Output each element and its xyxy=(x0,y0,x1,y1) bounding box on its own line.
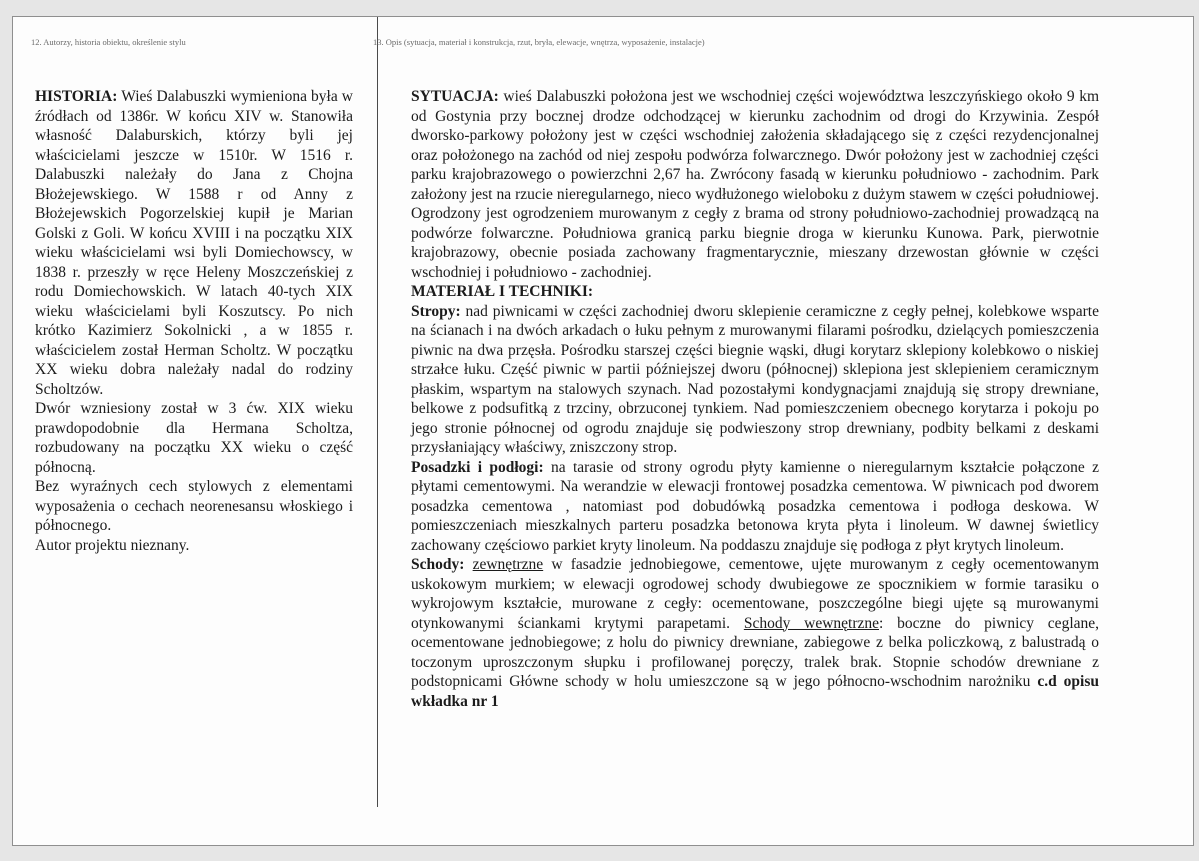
floors-label: Posadzki i podłogi: xyxy=(411,458,544,476)
situation-heading: SYTUACJA: xyxy=(411,88,499,105)
style-paragraph: Bez wyraźnych cech stylowych z elementami wyposażenia o cechach neorenesansu włoskiego i północnego. xyxy=(35,478,353,534)
right-column-header: 13. Opis (sytuacja, materiał i konstrukcja, rzut, bryła, elewacje, wnętrza, wyposażenie, instalacje) xyxy=(373,37,705,47)
description-column xyxy=(411,87,1099,711)
floors-paragraph xyxy=(411,458,1099,556)
manor-construction-paragraph: Dwór wzniesiony został w 3 ćw. XIX wieku prawdopodobnie dla Hermana Scholtza, rozbudowany na początku XX wieku o część północną. xyxy=(35,400,353,476)
ceilings-label: Stropy: xyxy=(411,302,461,320)
stairs-paragraph xyxy=(411,555,1099,711)
situation-text: wieś Dalabuszki położona jest we wschodniej części województwa leszczyńskiego około 9 km od Gostynia przy bocznej drodze odchodzącej w kierunku zachodnim od drogi do Krzywinia. Zespół dworsko-parkowy położony jest w części wschodniej założenia składającego się z części rezydencjonalnej oraz położonego na zachód od niej zespołu podwórza folwarcznego. Dwór położony jest w zachodniej części parku krajobrazowego o powierzchni 2,67 ha. Zwrócony fasadą w kierunku południowo - zachodnim. Park założony jest na rzucie nieregularnego, nieco wydłużonego wieloboku z dużym stawem w części południowej. Ogrodzony jest ogrodzeniem murowanym z cegły z brama od strony południowo-zachodniej prowadzącą na podwórze folwarczne. Południowa granicą parku biegnie droga w kierunku Kunowa. Park, pierwotnie krajobrazowy, obecnie posiada zachowany fragmentarycznie, mieszany drzewostan głównie w części wschodniej i południowo - zachodniej. xyxy=(411,88,1099,281)
ceilings-text: nad piwnicami w części zachodniej dworu sklepienie ceramiczne z cegły pełnej, kolebkowe wsparte na ścianach i na dwóch arkadach o łuku pełnym z murowanymi filarami pośrodku, dzielących pomieszczenia piwnic na dwa przęsła. Pośrodku starszej części biegnie wąski, długi korytarz sklepiony kolebkowo o niskiej strzałce łuku. Część piwnic w partii późniejszej dworu (północnej) sklepiona jest sklepieniem ceramicznym płaskim, wspartym na stalowych szynach. Nad pozostałymi kondygnacjami znajdują się stropy drewniane, belkowe z podsufitką z trzciny, obrzuconej tynkiem. Nad pomieszczeniem obecnego korytarza i pokoju po jego stronie północnej od ogrodu znajduje się podwieszony strop drewniany, podbity belkami z deskami przysłaniający właściwy, zniszczony strop. xyxy=(411,302,1099,456)
floors-text: na tarasie od strony ogrodu płyty kamienne o nieregularnym kształcie połączone z płytami cementowymi. Na werandzie w elewacji frontowej posadzka cementowa. W piwnicach pod dworem posadzka cementowa , natomiast pod dobudówką posadzka cementowa i podłoga deskowa. W pomieszczeniach mieszkalnych parteru posadzka betonowa kryta płyta i linoleum. W dawnej świetlicy zachowany częściowo parkiet kryty linoleum. Na poddaszu znajduje się podłoga z płyt krytych linoleum. xyxy=(411,458,1099,554)
history-paragraph xyxy=(35,87,353,399)
form-sheet xyxy=(12,16,1194,846)
stairs-external-text: w fasadzie jednobiegowe, cementowe, ujęte murowanym z cegły ocementowanym uskokowym murkiem; w elewacji ogrodowej schody dwubiegowe ze spocznikiem w formie tarasiku o wykrojowym kształcie, murowane z cegły: ocementowane, poszczególne biegi ujęte są murowanymi otynkowanymi ściankami krytymi parapetami. xyxy=(411,556,1100,632)
stairs-internal-text: : boczne do piwnicy ceglane, ocementowane jednobiegowe; z holu do piwnicy drewniane, zabiegowe z belka policzkową, z balustradą o toczonym uproszczonym słupku i profilowanej poręczy, tralek brak. Stopnie schodów drewniane z podstopnicami Główne schody w holu umieszczone są w jego północno-wschodnim narożniku xyxy=(411,614,1100,690)
materials-heading: MATERIAŁ I TECHNIKI: xyxy=(411,283,594,300)
situation-paragraph xyxy=(411,87,1099,282)
stairs-label: Schody: xyxy=(411,556,465,573)
history-text: Wieś Dalabuszki wymieniona była w źródłach od 1386r. W końcu XIV w. Stanowiła własność Dalaburskich, którzy byli jej właścicielami jeszcze w 1510r. W 1516 r. Dalabuszki należały do Jana z Chojna Błożejewskiego. W 1588 r od Anny z Błożejewskich Pogorzelskiej kupił je Marian Golski z Goli. W końcu XVIII i na początku XIX wieku właścicielami wsi byli Domiechowscy, w 1838 r. przeszły w ręce Heleny Moszczeńskiej z rodu Domiechowskich. W latach 40-tych XIX wieku właścicielami byli Koszutscy. Po nich krótko Kazimierz Sokolnicki , a w 1855 r. właścicielem został Herman Scholtz. W początku XX wieku dobra należały nadal do rodziny Scholtzów. xyxy=(35,88,353,398)
stairs-external-label: zewnętrzne xyxy=(472,556,544,573)
left-column-header: 12. Autorzy, historia obiektu, określenie stylu xyxy=(31,37,186,47)
ceilings-paragraph xyxy=(411,302,1099,458)
history-heading: HISTORIA: xyxy=(35,88,118,105)
author-paragraph: Autor projektu nieznany. xyxy=(35,536,190,554)
column-divider xyxy=(377,17,378,807)
continuation-note: c.d opisu wkładka nr 1 xyxy=(411,673,1099,710)
stairs-internal-label: Schody wewnętrzne xyxy=(743,614,879,632)
history-column xyxy=(35,87,353,555)
